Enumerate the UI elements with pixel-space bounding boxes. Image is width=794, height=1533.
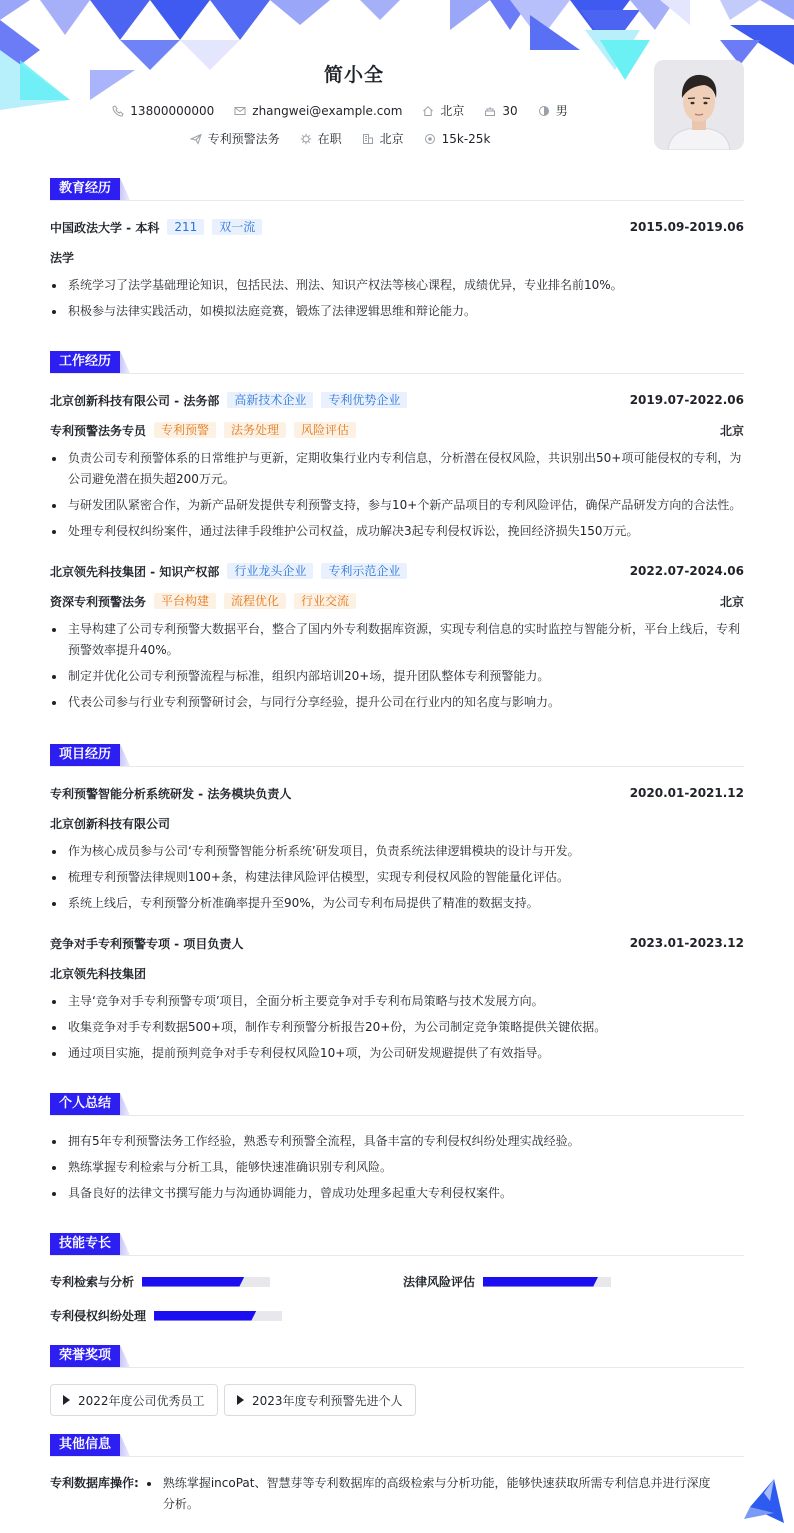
education-bullets [50,275,744,322]
divider [50,373,744,374]
list-item: 主导构建了公司专利预警大数据平台，整合了国内外专利数据库资源，实现专利信息的实时监控与智能分析，平台上线后，专利预警效率提升40%。 [50,619,744,661]
salary-text: 15k-25k [441,131,491,146]
work-period: 2022.07-2024.06 [629,564,744,578]
role-row [50,592,744,610]
contact-row [0,102,680,119]
email-text: zhangwei@example.com [252,103,403,118]
location-item [422,102,464,119]
other-text: 熟练掌握incoPat、智慧芽等专利数据库的高级检索与分析功能，能够快速获取所需专利信息并进行深度分析。 [145,1473,721,1515]
email-item [234,104,402,118]
summary-section [50,1093,744,1204]
building-icon [362,133,374,145]
status-text: 在职 [317,132,342,146]
avatar [654,60,744,150]
work-bullets [50,619,744,713]
school-tag: 双一流 [212,219,262,235]
phone-icon [112,105,124,117]
role-tag: 流程优化 [224,593,286,609]
education-period: 2015.09-2019.06 [629,220,744,234]
summary-bullets [50,1131,744,1204]
skill-fill [483,1277,598,1287]
project-bullets [50,991,744,1064]
list-item: 具备良好的法律文书撰写能力与沟通协调能力，曾成功处理多起重大专利侵权案件。 [50,1183,744,1204]
company-tag: 行业龙头企业 [227,563,313,579]
work-period: 2019.07-2022.06 [629,393,744,407]
send-icon [190,133,202,145]
job-intent-row [0,130,680,147]
work-entry [50,562,744,580]
gender-text: 男 [555,104,568,118]
list-item: 收集竞争对手专利数据500+项，制作专利预警分析报告20+份，为公司制定竞争策略提供关键依据。 [50,1017,744,1038]
divider [50,200,744,201]
awards-title: 荣誉奖项 [50,1345,120,1367]
list-item: 制定并优化公司专利预警流程与标准，组织内部培训20+场，提升团队整体专利预警能力。 [50,666,744,687]
skill-name: 专利侵权纠纷处理 [50,1309,147,1323]
awards-section [50,1345,744,1417]
role-name: 资深专利预警法务 [50,594,147,609]
age-text: 30 [502,103,518,118]
candidate-name: 简小全 [323,64,384,86]
list-item: 积极参与法律实践活动，如模拟法庭竞赛，锻炼了法律逻辑思维和辩论能力。 [50,301,744,322]
other-title: 其他信息 [50,1434,120,1456]
divider [50,766,744,767]
skill-item [403,1273,611,1290]
project-title: 竞争对手专利预警专项 - 项目负责人 [50,936,244,951]
position-item [190,130,280,147]
skill-name: 法律风险评估 [403,1275,476,1289]
project-period: 2023.01-2023.12 [629,936,744,950]
role-row [50,421,744,439]
location-text: 北京 [440,104,465,118]
age-item [484,104,517,118]
list-item: 与研发团队紧密合作，为新产品研发提供专利预警支持，参与10+个新产品项目的专利风险评估，确保产品研发方向的合法性。 [50,495,744,516]
list-item: 主导‘竞争对手专利预警专项’项目，全面分析主要竞争对手专利布局策略与技术发展方向。 [50,991,744,1012]
award-text: 2023年度专利预警先进个人 [252,1393,403,1408]
divider [50,1367,744,1368]
skill-item [50,1273,270,1290]
school-tag: 211 [167,219,204,235]
footer-decoration [744,1479,784,1523]
divider [50,1255,744,1256]
company-name: 北京领先科技集团 - 知识产权部 [50,564,220,579]
cake-icon [484,105,496,117]
salary-item [424,132,491,146]
list-item: 代表公司参与行业专利预警研讨会，与同行分享经验，提升公司在行业内的知名度与影响力。 [50,692,744,713]
skill-bar [483,1277,611,1287]
role-name: 专利预警法务专员 [50,423,147,438]
play-icon [63,1395,70,1405]
status-item [300,130,342,147]
award-item [50,1384,218,1416]
award-text: 2022年度公司优秀员工 [78,1393,205,1408]
list-item: 作为核心成员参与公司‘专利预警智能分析系统’研发项目，负责系统法律逻辑模块的设计与开发。 [50,841,744,862]
awards-header [50,1345,744,1367]
other-section [50,1434,744,1524]
project-org-row [50,964,744,982]
avatar-portrait [654,60,744,150]
project-org-row [50,814,744,832]
list-item: 处理专利侵权纠纷案件，通过法律手段维护公司权益，成功解决3起专利侵权诉讼，挽回经济损失150万元。 [50,521,744,542]
skills-header [50,1233,744,1255]
role-tag: 行业交流 [294,593,356,609]
list-item: 拥有5年专利预警法务工作经验，熟悉专利预警全流程，具备丰富的专利侵权纠纷处理实战经验。 [50,1131,744,1152]
divider [50,1115,744,1116]
school-name: 中国政法大学 - 本科 [50,220,160,235]
list-item: 负责公司专利预警体系的日常维护与更新，定期收集行业内专利信息，分析潜在侵权风险，共识别出50+项可能侵权的专利，为公司避免潜在损失超200万元。 [50,448,744,490]
skill-name: 专利检索与分析 [50,1275,135,1289]
skill-fill [154,1311,256,1321]
skill-fill [142,1277,244,1287]
awards-list [50,1384,744,1416]
phone-item [112,104,214,118]
work-bullets [50,448,744,542]
gender-item [538,102,568,119]
projects-section [50,744,744,1064]
list-item: 通过项目实施，提前预判竞争对手专利侵权风险10+项，为公司研发规避提供了有效指导。 [50,1043,744,1064]
project-entry [50,934,744,952]
work-title: 工作经历 [50,351,120,373]
company-name: 北京创新科技有限公司 - 法务部 [50,393,220,408]
company-tag: 专利优势企业 [321,392,407,408]
role-tag: 专利预警 [154,422,216,438]
project-title: 专利预警智能分析系统研发 - 法务模块负责人 [50,786,292,801]
resume-header [0,0,794,160]
work-entry [50,391,744,409]
education-header [50,178,744,200]
summary-header [50,1093,744,1115]
mail-icon [234,105,246,117]
role-tag: 平台构建 [154,593,216,609]
project-entry [50,784,744,802]
other-item [50,1473,744,1515]
work-city: 北京 [719,423,744,438]
major-row [50,248,744,266]
project-org: 北京创新科技有限公司 [50,816,171,831]
skill-bar [154,1311,282,1321]
work-section [50,351,744,713]
other-header [50,1434,744,1456]
list-item: 梳理专利预警法律规则100+条，构建法律风险评估模型，实现专利侵权风险的智能量化评估。 [50,867,744,888]
project-period: 2020.01-2021.12 [629,786,744,800]
list-item: 熟练掌握专利检索与分析工具，能够快速准确识别专利风险。 [50,1157,744,1178]
company-tag: 高新技术企业 [227,392,313,408]
target-city-text: 北京 [379,132,404,146]
summary-title: 个人总结 [50,1093,120,1115]
gender-icon [538,105,550,117]
role-tag: 风险评估 [294,422,356,438]
major: 法学 [50,250,75,265]
coin-icon [424,133,436,145]
position-text: 专利预警法务 [207,132,280,146]
award-item [224,1384,416,1416]
other-label: 专利数据库操作: [50,1476,139,1490]
projects-title: 项目经历 [50,744,120,766]
project-bullets [50,841,744,914]
home-icon [422,105,434,117]
project-org: 北京领先科技集团 [50,966,147,981]
list-item: 系统上线后，专利预警分析准确率提升至90%，为公司专利布局提供了精准的数据支持。 [50,893,744,914]
skill-bar [142,1277,270,1287]
projects-header [50,744,744,766]
list-item: 系统学习了法学基础理论知识，包括民法、刑法、知识产权法等核心课程，成绩优异，专业排名前10%。 [50,275,744,296]
status-icon [300,133,312,145]
education-title: 教育经历 [50,178,120,200]
role-tag: 法务处理 [224,422,286,438]
company-tag: 专利示范企业 [321,563,407,579]
education-section [50,178,744,322]
skills-title: 技能专长 [50,1233,120,1255]
play-icon [237,1395,244,1405]
work-header [50,351,744,373]
work-city: 北京 [719,594,744,609]
divider [50,1456,744,1457]
skills-section [50,1233,744,1333]
target-city-item [362,130,404,147]
phone-text: 13800000000 [130,103,215,118]
education-entry [50,218,744,236]
skill-item [50,1307,282,1324]
